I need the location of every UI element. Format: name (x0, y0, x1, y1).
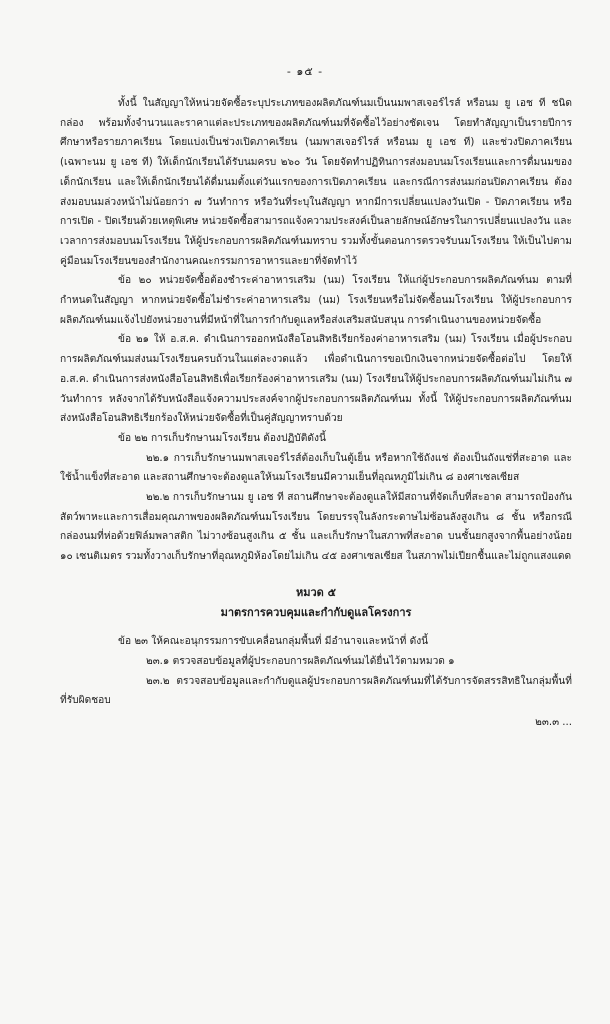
clause-20: ข้อ ๒๐ หน่วยจัดซื้อต้องชำระค่าอาหารเสริม (นม) โรงเรียน ให้แก่ผู้ประกอบการผลิตภัณฑ์นม ตามที่กำหนดในสัญญา หากหน่วยจัดซื้อไม่ชำระค่าอาหารเสริม (นม) โรงเรียนหรือไม่จัดซื้อนมโรงเรียน ให้ผู้ประกอบการผลิตภัณฑ์นมแจ้งไปยังหน่วยงานที่มีหน้าที่ในการกำกับดูแลหรือส่งเสริมสนับสนุน การดำเนินงานของหน่วยจัดซื้อ (60, 275, 572, 326)
clause-21: ข้อ ๒๑ ให้ อ.ส.ค. ดำเนินการออกหนังสือโอนสิทธิเรียกร้องค่าอาหารเสริม (นม) โรงเรียน เมื่อผู้ประกอบการผลิตภัณฑ์นมส่งนมโรงเรียนครบถ้วนในแต่ละงวดแล้ว เพื่อดำเนินการขอเบิกเงินจากหน่วยจัดซื้อต่อไป โดยให้ อ.ส.ค. ดำเนินการส่งหนังสือโอนสิทธิเพื่อเรียกร้องค่าอาหารเสริม (นม) โรงเรียนให้ผู้ประกอบการผลิตภัณฑ์นมไม่เกิน ๗ วันทำการ หลังจากได้รับหนังสือแจ้งความประสงค์จากผู้ประกอบการผลิตภัณฑ์นม ทั้งนี้ ให้ผู้ประกอบการผลิตภัณฑ์นมส่งหนังสือโอนสิทธิเรียกร้องให้หน่วยจัดซื้อที่เป็นคู่สัญญาทราบด้วย (60, 334, 572, 425)
clause-23: ข้อ ๒๓ ให้คณะอนุกรรมการขับเคลื่อนกลุ่มพื้นที่ มีอำนาจและหน้าที่ ดังนี้ (118, 636, 429, 648)
clause-22-2: ๒๒.๒ การเก็บรักษานม ยู เอช ที สถานศึกษาจะต้องดูแลให้มีสถานที่จัดเก็บที่สะอาด สามารถป้องกันสัตว์พาหะและการเสื่อมคุณภาพของผลิตภัณฑ์นมโรงเรียน โดยบรรจุในลังกระดาษไม่ซ้อนลังสูงเกิน ๘ ชั้น หรือกรณีกล่องนมที่ห่อด้วยฟิล์มพลาสติก ไม่วางซ้อนสูงเกิน ๕ ชั้น และเก็บรักษาในสภาพที่สะอาด บนชั้นยกสูงจากพื้นอย่างน้อย ๑๐ เซนติเมตร รวมทั้งวางเก็บรักษาที่อุณหภูมิห้องโดยไม่เกิน ๔๕ องศาเซลเซียส ในสภาพไม่เปียกชื้นและไม่ถูกแสงแดด (60, 492, 572, 563)
chapter-number: หมวด ๕ (296, 585, 336, 599)
page-number: - ๑๕ - (286, 65, 324, 78)
clause-23-2: ๒๓.๒ ตรวจสอบข้อมูลและกำกับดูแลผู้ประกอบการผลิตภัณฑ์นมที่ได้รับการจัดสรรสิทธิในกลุ่มพื้นที่ที่รับผิดชอบ (60, 675, 572, 707)
clause-22: ข้อ ๒๒ การเก็บรักษานมโรงเรียน ต้องปฏิบัติดังนี้ (118, 432, 326, 444)
clause-22-1: ๒๒.๑ การเก็บรักษานมพาสเจอร์ไรส์ต้องเก็บในตู้เย็น หรือหากใช้ถังแช่ ต้องเป็นถังแช่ที่สะอาด และใช้น้ำแข็งที่สะอาด และสถานศึกษาจะต้องดูแลให้นมโรงเรียนมีความเย็นที่อุณหภูมิไม่เกิน ๘ องศาเซลเซียส (60, 452, 572, 484)
paragraph-contract-terms: ทั้งนี้ ในสัญญาให้หน่วยจัดซื้อระบุประเภทของผลิตภัณฑ์นมเป็นนมพาสเจอร์ไรส์ หรือนม ยู เอช ที ชนิดกล่อง พร้อมทั้งจำนวนและราคาแต่ละประเภทของผลิตภัณฑ์นมที่จัดซื้อไว้อย่างชัดเจน โดยทำสัญญาเป็นรายปีการศึกษาหรือรายภาคเรียน โดยแบ่งเป็นช่วงเปิดภาคเรียน (นมพาสเจอร์ไรส์ หรือนม ยู เอช ที) และช่วงปิดภาคเรียน (เฉพาะนม ยู เอช ที) ให้เด็กนักเรียนได้รับนมครบ ๒๖๐ วัน โดยจัดทำปฏิทินการส่งมอบนมโรงเรียนและการดื่มนมของเด็กนักเรียน และให้เด็กนักเรียนได้ดื่มนมตั้งแต่วันแรกของการเปิดภาคเรียน และกรณีการส่งนมก่อนปิดภาคเรียน ต้องส่งมอบนมล่วงหน้าไม่น้อยกว่า ๗ วันทำการ หรือวันที่ระบุในสัญญา หากมีการเปลี่ยนแปลงวันเปิด - ปิดภาคเรียน หรือการเปิด - ปิดเรียนด้วยเหตุพิเศษ หน่วยจัดซื้อสามารถแจ้งความประสงค์เป็นลายลักษณ์อักษรในการเปลี่ยนแปลงวัน และเวลาการส่งมอบนมโรงเรียน ให้ผู้ประกอบการผลิตภัณฑ์นมทราบ รวมทั้งขั้นตอนการตรวจรับนมโรงเรียน ให้เป็นไปตามคู่มือนมโรงเรียนของสำนักงานคณะกรรมการอาหารและยาที่จัดทำไว้ (60, 98, 572, 267)
continuation-marker: ๒๓.๓ ... (535, 717, 572, 729)
clause-23-1: ๒๓.๑ ตรวจสอบข้อมูลที่ผู้ประกอบการผลิตภัณฑ์นมได้ยื่นไว้ตามหมวด ๑ (146, 655, 455, 667)
chapter-title: มาตรการควบคุมและกำกับดูแลโครงการ (220, 605, 412, 619)
page-body (60, 94, 572, 733)
